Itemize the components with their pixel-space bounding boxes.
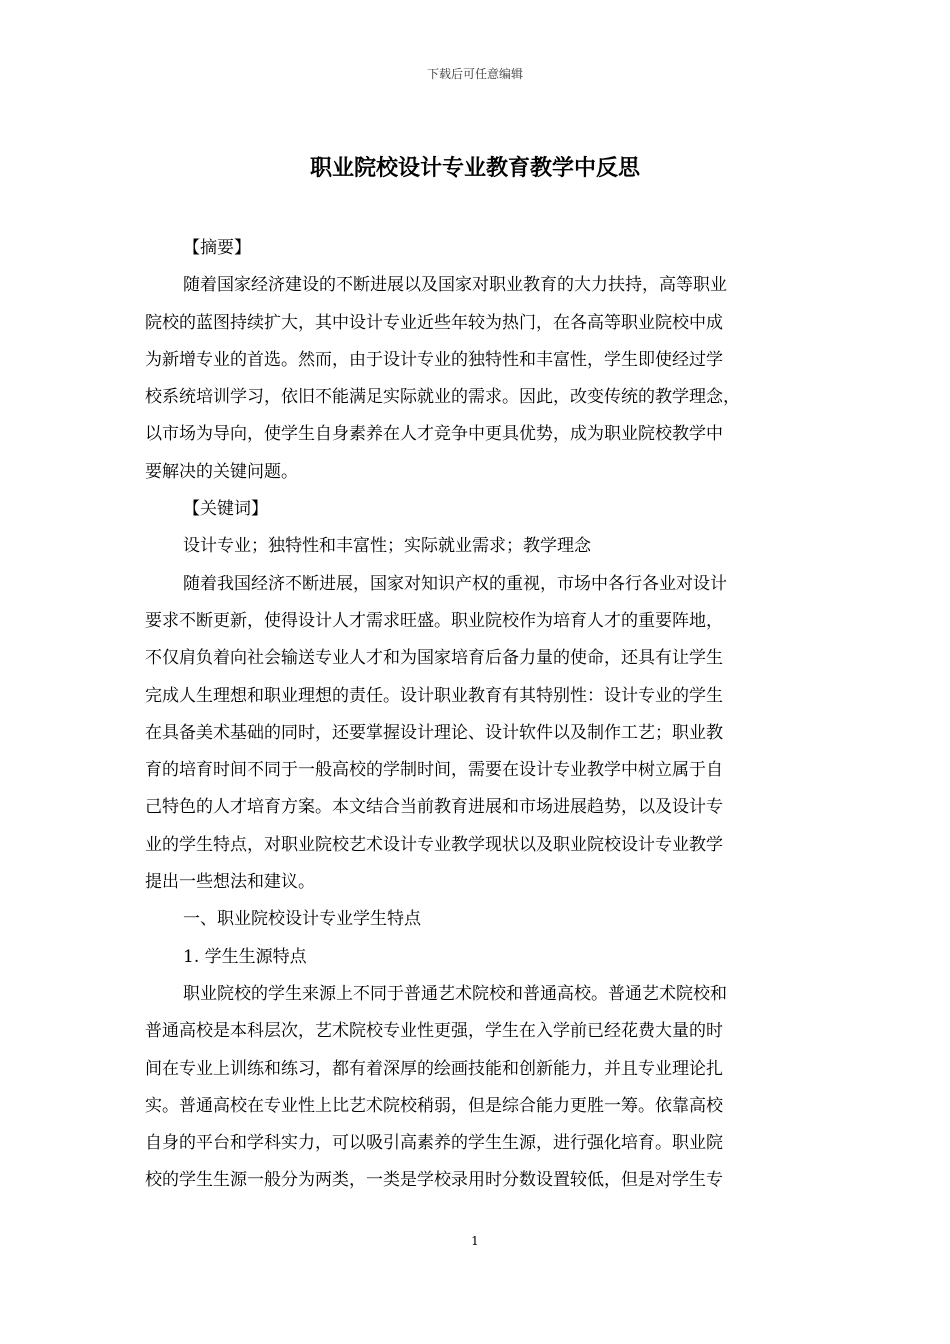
intro-line: 不仅肩负着向社会输送专业人才和为国家培育后备力量的使命，还具有让学生 — [145, 648, 723, 669]
abstract-heading: 【摘要】 — [183, 238, 251, 258]
subsection-line: 间在专业上训练和练习，都有着深厚的绘画技能和创新能力，并且专业理论扎 — [145, 1058, 723, 1079]
intro-line: 在具备美术基础的同时，还要掌握设计理论、设计软件以及制作工艺；职业教 — [145, 722, 723, 743]
intro-line: 随着我国经济不断进展，国家对知识产权的重视，市场中各行各业对设计 — [183, 573, 727, 594]
intro-line: 完成人生理想和职业理想的责任。设计职业教育有其特别性：设计专业的学生 — [145, 685, 723, 706]
abstract-line: 以市场为导向，使学生自身素养在人才竞争中更具优势，成为职业院校教学中 — [145, 424, 723, 445]
page-number: 1 — [471, 1234, 479, 1248]
document-body — [145, 230, 817, 1200]
keywords-text: 设计专业；独特性和丰富性；实际就业需求；教学理念 — [183, 536, 591, 557]
subsection-line: 校的学生生源一般分为两类，一类是学校录用时分数设置较低，但是对学生专 — [145, 1170, 723, 1191]
intro-line: 要求不断更新，使得设计人才需求旺盛。职业院校作为培育人才的重要阵地， — [145, 610, 723, 631]
abstract-line: 校系统培训学习，依旧不能满足实际就业的需求。因此，改变传统的教学理念， — [145, 387, 740, 408]
subsection-line: 普通高校是本科层次，艺术院校专业性更强，学生在入学前已经花费大量的时 — [145, 1021, 723, 1042]
intro-line: 育的培育时间不同于一般高校的学制时间，需要在设计专业教学中树立属于自 — [145, 760, 723, 781]
intro-line: 己特色的人才培育方案。本文结合当前教育进展和市场进展趋势，以及设计专 — [145, 797, 723, 818]
subsection-line: 实。普通高校在专业性上比艺术院校稍弱，但是综合能力更胜一筹。依靠高校 — [145, 1095, 723, 1116]
abstract-line: 随着国家经济建设的不断进展以及国家对职业教育的大力扶持，高等职业 — [183, 275, 727, 296]
subsection-line: 自身的平台和学科实力，可以吸引高素养的学生生源，进行强化培育。职业院 — [145, 1133, 723, 1154]
intro-line: 业的学生特点，对职业院校艺术设计专业教学现状以及职业院校设计专业教学 — [145, 834, 723, 855]
keywords-heading: 【关键词】 — [183, 499, 268, 520]
section-heading: 一、职业院校设计专业学生特点 — [183, 909, 421, 930]
document-title: 职业院校设计专业教育教学中反思 — [309, 156, 640, 181]
abstract-line: 为新增专业的首选。然而，由于设计专业的独特性和丰富性，学生即使经过学 — [145, 349, 723, 370]
abstract-line: 要解决的关键问题。 — [145, 461, 298, 482]
abstract-line: 院校的蓝图持续扩大，其中设计专业近些年较为热门，在各高等职业院校中成 — [145, 312, 723, 333]
subsection-line: 职业院校的学生来源上不同于普通艺术院校和普通高校。普通艺术院校和 — [183, 983, 727, 1004]
header-note: 下载后可任意编辑 — [426, 67, 523, 81]
intro-line: 提出一些想法和建议。 — [145, 872, 315, 893]
subsection-heading: 1. 学生生源特点 — [183, 946, 307, 967]
